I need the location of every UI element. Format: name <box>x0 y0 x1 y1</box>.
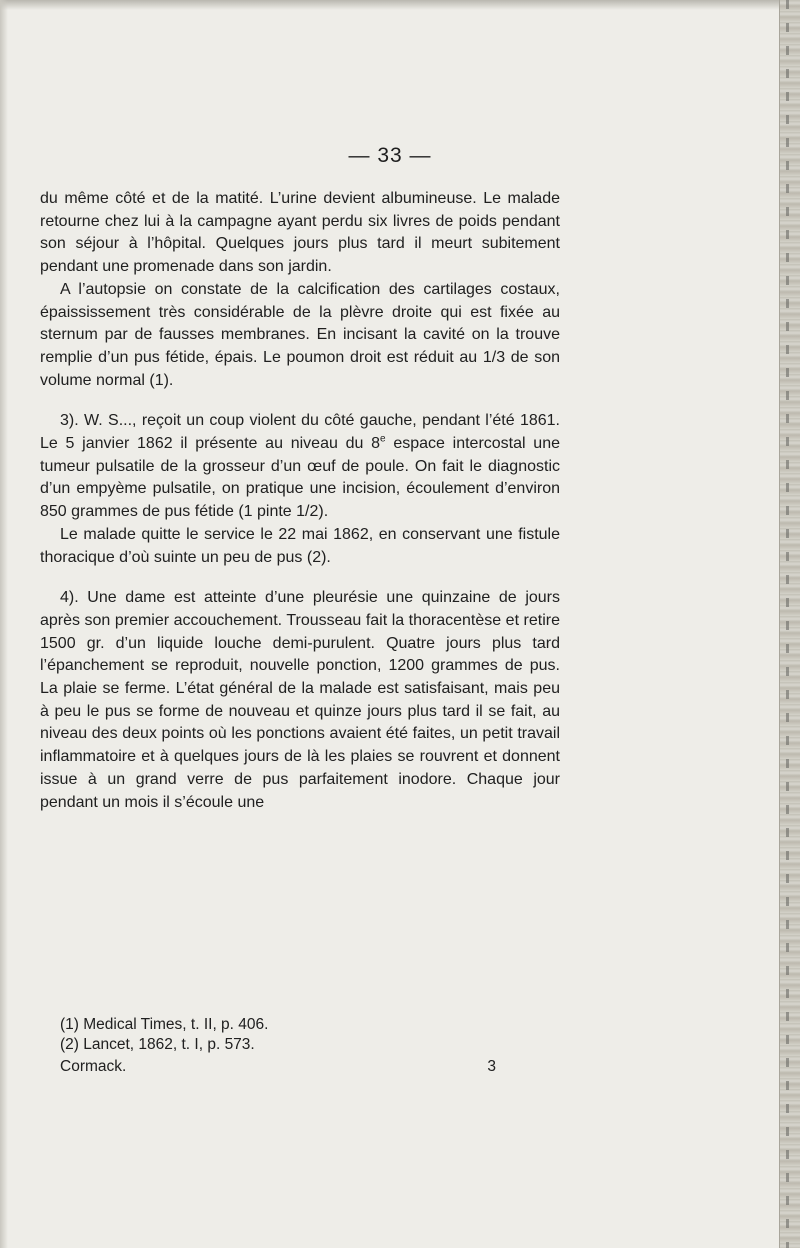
paragraph-3-text-start: 3). W. S..., reçoit un coup violent du côté gauche, pendant l’été 1861. Le 5 janvier 1862 il présente au niveau du 8 <box>40 412 560 453</box>
paragraph-3-text-end: espace intercostal une tumeur pulsatile de la grosseur d’un œuf de poule. On fait le diagnostic d’un empyème pulsatile, on pratique une incision, écoulement d’environ 850 grammes de pus fétide (1 pinte 1/2). <box>40 435 561 521</box>
footnote-2: (2) Lancet, 1862, t. I, p. 573. <box>60 1036 255 1053</box>
page-number: — 33 — <box>348 144 432 167</box>
signature-row <box>60 1057 496 1077</box>
paragraph-2: A l’autopsie on constate de la calcification des cartilages costaux, épaississement très considérable de la plèvre droite qui est fixée au sternum par de fausses membranes. En incisant la cavité on la trouve remplie d’un pus fétide, épais. Le poumon droit est réduit au 1/3 de son volume normal (1). <box>40 280 560 389</box>
footnotes <box>60 1015 520 1077</box>
paragraph-5: 4). Une dame est atteinte d’une pleurésie une quinzaine de jours après son premier accouchement. Trousseau fait la thoracentèse et retire 1500 gr. d’un liquide louche demi-purulent. Quatre jours plus tard l’épanchement se reproduit, nouvelle ponction, 1200 grammes de pus. La plaie se ferme. L’état général de la malade est satisfaisant, mais peu à peu le pus se forme de nouveau et quinze jours plus tard il se fait, au niveau des deux points où les ponctions avaient été faites, un petit travail inflammatoire et à quelques jours de là les plaies se rouvrent et donnent issue à un grand verre de pus parfaitement inodore. Chaque jour pendant un mois il s’écoule une <box>40 589 560 811</box>
paragraph-3-superscript: e <box>380 433 386 445</box>
paragraph-4: Le malade quitte le service le 22 mai 1862, en conservant une fistule thoracique d’où suinte un peu de pus (2). <box>40 525 560 566</box>
book-spine-edge <box>779 0 800 1248</box>
body-text <box>40 188 560 814</box>
paragraph-3 <box>40 410 560 524</box>
page-left-edge <box>0 0 8 1248</box>
paragraph-1: du même côté et de la matité. L’urine devient albumineuse. Le malade retourne chez lui à la campagne ayant perdu six livres de poids pendant son séjour à l’hôpital. Quelques jours plus tard il meurt subitement pendant une promenade dans son jardin. <box>40 190 560 276</box>
footnote-1: (1) Medical Times, t. II, p. 406. <box>60 1016 269 1033</box>
signature-name: Cormack. <box>60 1058 127 1075</box>
page-top-shadow <box>0 0 780 10</box>
signature-mark: 3 <box>487 1058 496 1075</box>
